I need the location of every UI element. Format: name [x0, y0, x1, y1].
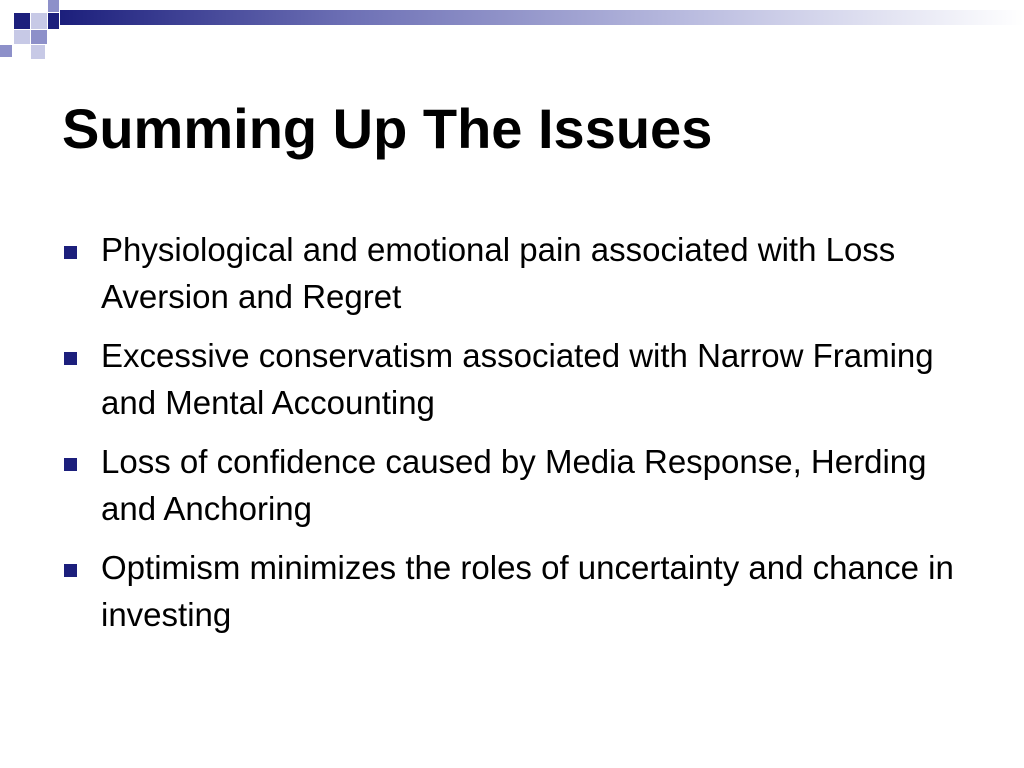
bullet-text: Excessive conservatism associated with Narrow Framing and Mental Accounting	[101, 337, 934, 421]
bullet-item	[64, 226, 964, 320]
square-bullet-icon	[64, 564, 77, 577]
bullet-list	[64, 226, 964, 650]
slide-title: Summing Up The Issues	[62, 97, 713, 160]
header-decoration	[0, 0, 1024, 62]
bullet-text: Loss of confidence caused by Media Response, Herding and Anchoring	[101, 443, 927, 527]
deco-square-mid	[31, 30, 47, 44]
deco-square-light	[31, 13, 47, 29]
square-bullet-icon	[64, 246, 77, 259]
deco-square-mid	[48, 0, 59, 12]
bullet-item	[64, 332, 964, 426]
bullet-item	[64, 544, 964, 638]
deco-square-light	[14, 30, 30, 44]
square-bullet-icon	[64, 458, 77, 471]
bullet-text: Physiological and emotional pain associated with Loss Aversion and Regret	[101, 231, 896, 315]
square-bullet-icon	[64, 352, 77, 365]
deco-square-dark	[14, 13, 30, 29]
bullet-text: Optimism minimizes the roles of uncertainty and chance in investing	[101, 549, 954, 633]
header-gradient-bar	[60, 10, 1024, 25]
deco-square-mid	[0, 45, 12, 57]
deco-square-light	[31, 45, 45, 59]
deco-square-dark	[48, 13, 59, 29]
bullet-item	[64, 438, 964, 532]
